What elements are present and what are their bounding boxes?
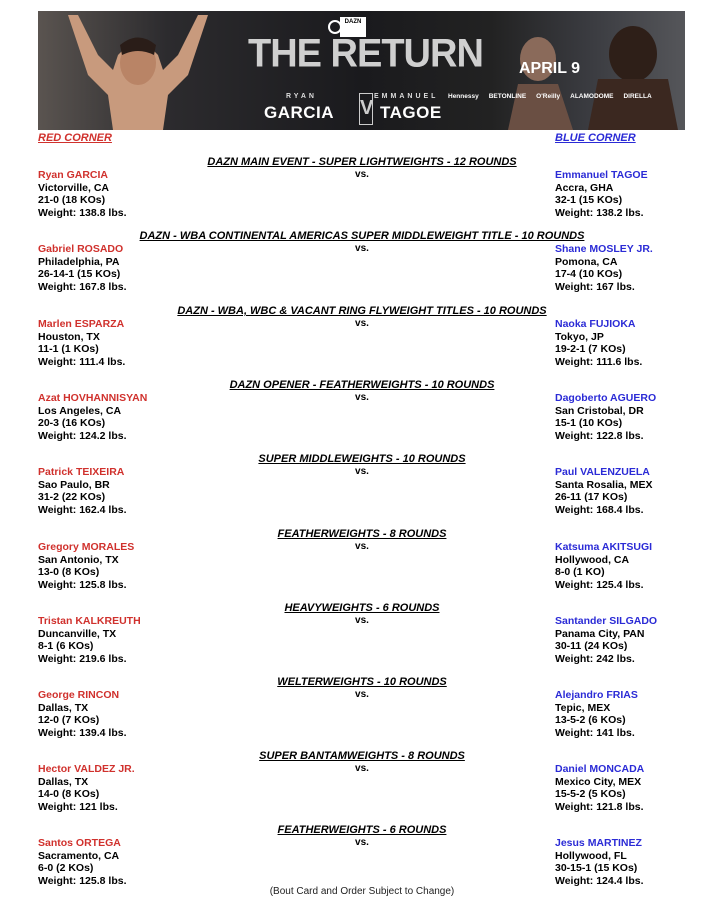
fighter-hometown: Pomona, CA: [555, 255, 618, 268]
bout: [0, 379, 724, 449]
red-corner-fighter: [38, 169, 127, 219]
bout: [0, 156, 724, 226]
fighter-record: 8-1 (6 KOs): [38, 640, 94, 652]
fighter-hometown: Duncanville, TX: [38, 627, 117, 640]
fighter-hometown: Sao Paulo, BR: [38, 478, 110, 491]
fighter-name: Paul VALENZUELA: [555, 466, 650, 478]
fighter-weight: Weight: 242 lbs.: [555, 652, 635, 665]
bout: [0, 750, 724, 820]
fighter-record: 15-1 (10 KOs): [555, 417, 623, 429]
fighter-name: Gregory MORALES: [38, 541, 135, 553]
bout-division: FEATHERWEIGHTS - 6 ROUNDS: [277, 824, 447, 836]
bout: [0, 528, 724, 598]
red-corner-heading: RED CORNER: [38, 132, 112, 144]
bout-division: DAZN MAIN EVENT - SUPER LIGHTWEIGHTS - 12 ROUNDS: [207, 156, 517, 168]
fighter-record: 32-1 (15 KOs): [555, 194, 623, 206]
fighter-hometown: San Antonio, TX: [38, 553, 119, 566]
red-corner-fighter: [38, 689, 127, 739]
dazn-logo: DAZN: [340, 17, 366, 37]
fighter-weight: Weight: 125.8 lbs.: [38, 578, 127, 591]
fighter-name: Ryan GARCIA: [38, 169, 109, 181]
fighter-weight: Weight: 121.8 lbs.: [555, 800, 644, 813]
sponsor-logo: DIRELLA: [623, 93, 652, 100]
red-corner-fighter: [38, 837, 127, 887]
fighter-name: Santos ORTEGA: [38, 837, 121, 849]
fighter-weight: Weight: 121 lbs.: [38, 800, 118, 813]
vs-label: vs.: [355, 541, 369, 552]
fighter-record: 13-5-2 (6 KOs): [555, 714, 626, 726]
sponsor-logos: [448, 93, 652, 100]
fighter1-last-name: GARCIA: [264, 103, 335, 122]
sponsor-logo: O'Reilly: [536, 93, 561, 100]
fighter-weight: Weight: 167 lbs.: [555, 280, 635, 293]
vs-label: vs.: [355, 837, 369, 848]
fighter-record: 19-2-1 (7 KOs): [555, 343, 626, 355]
fighter-record: 6-0 (2 KOs): [38, 862, 94, 874]
vs-label: vs.: [355, 392, 369, 403]
red-corner-fighter: [38, 763, 135, 813]
red-corner-fighter: [38, 318, 125, 368]
fighter-name: Daniel MONCADA: [555, 763, 645, 775]
fighter-hometown: Tokyo, JP: [555, 330, 604, 343]
blue-corner-fighter: [555, 541, 652, 591]
bout-division: DAZN - WBA CONTINENTAL AMERICAS SUPER MIDDLEWEIGHT TITLE - 10 ROUNDS: [139, 230, 585, 242]
fighter-hometown: Accra, GHA: [555, 181, 614, 194]
blue-corner-fighter: [555, 689, 638, 739]
fighter-weight: Weight: 167.8 lbs.: [38, 280, 127, 293]
fighter-weight: Weight: 138.2 lbs.: [555, 206, 644, 219]
fighter-weight: Weight: 125.4 lbs.: [555, 578, 644, 591]
blue-corner-heading: BLUE CORNER: [555, 132, 636, 144]
fighter-hometown: Hollywood, FL: [555, 849, 627, 862]
fighter-name: Gabriel ROSADO: [38, 243, 124, 255]
fighter-name: Naoka FUJIOKA: [555, 318, 636, 330]
bout-division: SUPER BANTAMWEIGHTS - 8 ROUNDS: [259, 750, 465, 762]
fighter-record: 26-11 (17 KOs): [555, 491, 628, 503]
vs-label: vs.: [355, 466, 369, 477]
fighter-name: Shane MOSLEY JR.: [555, 243, 653, 255]
bout: [0, 230, 724, 300]
bout-division: DAZN OPENER - FEATHERWEIGHTS - 10 ROUNDS: [229, 379, 495, 391]
fighter1-first-name: RYAN: [286, 93, 317, 100]
bout-division: DAZN - WBA, WBC & VACANT RING FLYWEIGHT TITLES - 10 ROUNDS: [177, 305, 547, 317]
fighter-hometown: Dallas, TX: [38, 701, 89, 714]
fighter-hometown: Philadelphia, PA: [38, 255, 120, 268]
event-date: APRIL 9: [519, 60, 581, 77]
sponsor-logo: Hennessy: [448, 93, 479, 100]
fighter-hometown: Tepic, MEX: [555, 701, 611, 714]
fighter-weight: Weight: 219.6 lbs.: [38, 652, 127, 665]
blue-corner-fighter: [555, 243, 653, 293]
fighter-hometown: Sacramento, CA: [38, 849, 120, 862]
bout: [0, 602, 724, 672]
fighter-record: 30-11 (24 KOs): [555, 640, 628, 652]
fighter-hometown: Panama City, PAN: [555, 627, 645, 640]
fighter-record: 31-2 (22 KOs): [38, 491, 106, 503]
fighter-record: 14-0 (8 KOs): [38, 788, 100, 800]
fighter-name: Dagoberto AGUERO: [555, 392, 657, 404]
fighter-weight: Weight: 139.4 lbs.: [38, 726, 127, 739]
fighter-hometown: Mexico City, MEX: [555, 775, 642, 788]
fighter-weight: Weight: 111.4 lbs.: [38, 355, 126, 368]
event-banner: [38, 11, 685, 130]
fighter-hometown: Hollywood, CA: [555, 553, 630, 566]
blue-corner-fighter: [555, 837, 644, 887]
blue-corner-fighter: [555, 615, 657, 665]
vs-label: vs.: [355, 615, 369, 626]
bout-division: FEATHERWEIGHTS - 8 ROUNDS: [277, 528, 447, 540]
fighter-hometown: Victorville, CA: [38, 181, 109, 194]
red-corner-fighter: [38, 243, 127, 293]
fighter-name: Marlen ESPARZA: [38, 318, 125, 330]
bout-division: HEAVYWEIGHTS - 6 ROUNDS: [284, 602, 440, 614]
red-corner-fighter: [38, 541, 134, 591]
fighter-record: 8-0 (1 KO): [555, 566, 605, 578]
bout-division: SUPER MIDDLEWEIGHTS - 10 ROUNDS: [258, 453, 466, 465]
blue-corner-fighter: [555, 466, 652, 516]
red-corner-fighter: [38, 392, 147, 442]
vs-label: vs.: [355, 243, 369, 254]
fighter-hometown: Houston, TX: [38, 330, 100, 343]
fighter-weight: Weight: 138.8 lbs.: [38, 206, 127, 219]
red-corner-fighter: [38, 615, 141, 665]
fighter-weight: Weight: 125.8 lbs.: [38, 874, 127, 887]
fighter-record: 26-14-1 (15 KOs): [38, 268, 121, 280]
fighter-name: Hector VALDEZ JR.: [38, 763, 135, 775]
fighter-weight: Weight: 124.2 lbs.: [38, 429, 127, 442]
blue-corner-fighter: [555, 318, 642, 368]
vs-label: vs.: [355, 169, 369, 180]
bout: [0, 453, 724, 523]
blue-corner-fighter: [555, 169, 648, 219]
sponsor-logo: ALAMODOME: [570, 93, 614, 100]
fighter-record: 13-0 (8 KOs): [38, 566, 100, 578]
fighter-name: Azat HOVHANNISYAN: [38, 392, 148, 404]
fighter-record: 15-5-2 (5 KOs): [555, 788, 626, 800]
vs-label: vs.: [355, 318, 369, 329]
fighter-hometown: Dallas, TX: [38, 775, 89, 788]
fighter-name: Emmanuel TAGOE: [555, 169, 648, 181]
fighter-weight: Weight: 122.8 lbs.: [555, 429, 644, 442]
blue-corner-fighter: [555, 763, 644, 813]
fighter-name: Alejandro FRIAS: [555, 689, 638, 701]
fighter-record: 21-0 (18 KOs): [38, 194, 106, 206]
fighter-record: 12-0 (7 KOs): [38, 714, 100, 726]
banner-title: THE RETURN: [248, 31, 483, 77]
fighter2-last-name: TAGOE: [380, 103, 442, 122]
blue-corner-fighter: [555, 392, 656, 442]
bout: [0, 676, 724, 746]
fighter-hometown: Los Angeles, CA: [38, 404, 122, 417]
fighter2-first-name: EMMANUEL: [374, 93, 439, 100]
fighter-weight: Weight: 111.6 lbs.: [555, 355, 643, 368]
fighter-name: Santander SILGADO: [555, 615, 658, 627]
fighter-record: 30-15-1 (15 KOs): [555, 862, 638, 874]
bout: [0, 305, 724, 375]
fighter-weight: Weight: 141 lbs.: [555, 726, 635, 739]
versus-mark: V: [359, 93, 373, 125]
footnote: (Bout Card and Order Subject to Change): [269, 886, 455, 897]
fighter-name: Patrick TEIXEIRA: [38, 466, 125, 478]
fighter-weight: Weight: 168.4 lbs.: [555, 503, 644, 516]
red-corner-fighter: [38, 466, 127, 516]
fighter-name: Jesus MARTINEZ: [555, 837, 642, 849]
fighter-weight: Weight: 162.4 lbs.: [38, 503, 127, 516]
bout-division: WELTERWEIGHTS - 10 ROUNDS: [277, 676, 447, 688]
sponsor-logo: BETONLINE: [488, 93, 527, 100]
vs-label: vs.: [355, 689, 369, 700]
fighter-hometown: San Cristobal, DR: [555, 404, 644, 417]
fighter-name: Tristan KALKREUTH: [38, 615, 141, 627]
fighter-weight: Weight: 124.4 lbs.: [555, 874, 644, 887]
fighter-name: Katsuma AKITSUGI: [555, 541, 653, 553]
fighter-hometown: Santa Rosalia, MEX: [555, 478, 653, 491]
fighter-record: 11-1 (1 KOs): [38, 343, 99, 355]
fighter-left-image: [68, 15, 208, 130]
fighter-record: 17-4 (10 KOs): [555, 268, 623, 280]
bout: [0, 824, 724, 894]
fighter-record: 20-3 (16 KOs): [38, 417, 106, 429]
vs-label: vs.: [355, 763, 369, 774]
fighter-name: George RINCON: [38, 689, 120, 701]
